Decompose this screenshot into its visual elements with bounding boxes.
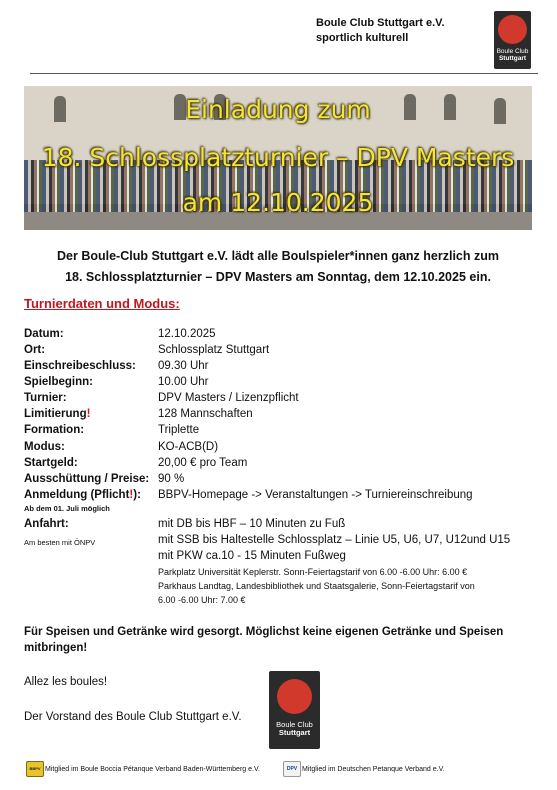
food-note: [24, 624, 534, 656]
logo-text: [494, 49, 531, 63]
formation-label: Formation:: [24, 424, 85, 436]
banner-title-line1: Einladung zum: [185, 95, 371, 124]
anmeldung-label-a: Anmeldung (Pflicht: [24, 489, 130, 501]
intro-line1: Der Boule-Club Stuttgart e.V. lädt alle Boulspieler*innen ganz herzlich zum: [57, 249, 499, 263]
detail-row-turnier: [24, 390, 544, 406]
bbpv-logo: [26, 761, 44, 777]
logo-disc: [498, 15, 527, 44]
logo-line1: Boule Club: [276, 720, 313, 729]
banner-title-line3: am 12.10.2025: [182, 188, 374, 217]
parking-info-2: Parkhaus Landtag, Landesbibliothek und Staatsgalerie, Sonn-Feiertagstarif von: [158, 581, 475, 591]
ausschuettung-value: 90 %: [158, 473, 185, 485]
anfahrt-label: Anfahrt:: [24, 518, 69, 530]
dpv-logo-text: DPV: [286, 766, 298, 772]
detail-row-anfahrt-ssb: [24, 532, 544, 548]
organization-name: Boule Club Stuttgart e.V.: [316, 17, 445, 29]
detail-row-ausschuettung: [24, 471, 544, 487]
formation-value: Triplette: [158, 424, 200, 436]
detail-row-limitierung: [24, 406, 544, 422]
anfahrt-pkw: mit PKW ca.10 - 15 Minuten Fußweg: [158, 550, 346, 562]
dpv-logo: [283, 761, 301, 777]
closing-greeting: Allez les boules!: [24, 676, 108, 688]
intro-line2: 18. Schlossplatzturnier – DPV Masters am Sonntag, dem 12.10.2025 ein.: [65, 270, 491, 284]
logo-line2: Stuttgart: [278, 727, 311, 737]
detail-row-anmeldung: [24, 487, 544, 503]
limitierung-label: [24, 406, 90, 422]
anfahrt-note: Am besten mit ÖNPV: [24, 538, 96, 547]
detail-row-spielbeginn: [24, 374, 544, 390]
logo-line1: Boule Club: [496, 48, 529, 55]
einschreibeschluss-value: 09.30 Uhr: [158, 360, 209, 372]
spielbeginn-label: Spielbeginn:: [24, 376, 93, 388]
modus-label: Modus:: [24, 441, 65, 453]
limitierung-label-text: Limitierung: [24, 408, 87, 420]
club-logo-large: [269, 671, 320, 749]
membership-dpv: Mitglied im Deutschen Petanque Verband e.V.: [302, 766, 445, 773]
einschreibeschluss-label: Einschreibeschluss:: [24, 360, 136, 372]
parking-info-3: 6.00 -6.00 Uhr: 7.00 €: [158, 595, 246, 605]
detail-row-startgeld: [24, 455, 544, 471]
datum-label: Datum:: [24, 328, 64, 340]
organization-header: [316, 16, 486, 46]
signature: Der Vorstand des Boule Club Stuttgart e.V.: [24, 711, 242, 723]
parking-info-1: Parkplatz Universität Keplerstr. Sonn-Feiertagstarif von 6.00 -6.00 Uhr: 6.00 €: [158, 567, 468, 577]
ort-label: Ort:: [24, 344, 46, 356]
detail-row-anfahrt-pkw: [24, 548, 544, 564]
ausschuettung-label: Ausschüttung / Preise:: [24, 473, 150, 485]
detail-row-formation: [24, 422, 544, 438]
limitierung-value: 128 Mannschaften: [158, 408, 253, 420]
startgeld-value: 20,00 € pro Team: [158, 457, 248, 469]
turnier-label: Turnier:: [24, 392, 67, 404]
food-note-line2: mitbringen!: [24, 642, 88, 654]
logo-disc: [277, 679, 312, 714]
limitierung-exclamation: !: [86, 408, 91, 420]
anmeldung-value: BBPV-Homepage -> Veranstaltungen -> Turniereinschreibung: [158, 489, 473, 501]
anmeldung-label-b: ):: [133, 489, 141, 501]
anmeldung-label: [24, 487, 141, 503]
anfahrt-ssb: mit SSB bis Haltestelle Schlossplatz – Linie U5, U6, U7, U12und U15: [158, 534, 511, 546]
startgeld-label: Startgeld:: [24, 457, 78, 469]
spielbeginn-value: 10.00 Uhr: [158, 376, 209, 388]
detail-row-anfahrt: [24, 516, 544, 532]
logo-text: [269, 721, 320, 737]
banner-image: [24, 86, 532, 230]
anmeldung-note: Ab dem 01. Juli möglich: [24, 504, 110, 513]
detail-row-modus: [24, 439, 544, 455]
intro-text: [24, 246, 532, 288]
detail-row-datum: [24, 326, 544, 342]
anmeldung-exclamation: !: [129, 489, 134, 501]
food-note-line1: Für Speisen und Getränke wird gesorgt. Möglichst keine eigenen Getränke und Speisen: [24, 626, 504, 638]
detail-row-ort: [24, 342, 544, 358]
modus-value: KO-ACB(D): [158, 441, 219, 453]
section-title: Turnierdaten und Modus:: [24, 296, 180, 311]
datum-value: 12.10.2025: [158, 328, 216, 340]
ort-value: Schlossplatz Stuttgart: [158, 344, 270, 356]
organization-tagline: sportlich kulturell: [316, 32, 409, 44]
detail-row-einschreibeschluss: [24, 358, 544, 374]
bbpv-logo-text: BBPV: [29, 766, 41, 771]
club-logo: [494, 11, 531, 69]
logo-line2: Stuttgart: [498, 54, 527, 62]
membership-bbpv: Mitglied im Boule Boccia Pétanque Verband Baden-Württemberg e.V.: [45, 766, 260, 773]
banner-title-line2: 18. Schlossplatzturnier – DPV Masters: [41, 143, 515, 172]
header-divider: [30, 73, 538, 74]
turnier-value: DPV Masters / Lizenzpflicht: [158, 392, 299, 404]
anfahrt-db: mit DB bis HBF – 10 Minuten zu Fuß: [158, 518, 346, 530]
